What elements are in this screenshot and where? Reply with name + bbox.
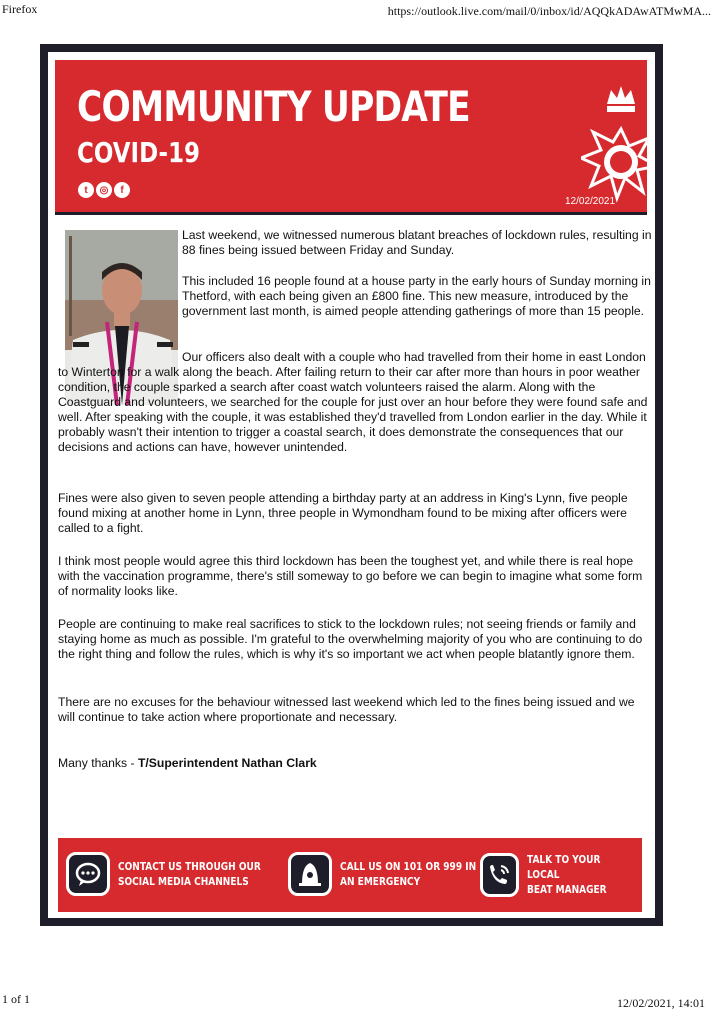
paragraph-7: There are no excuses for the behaviour witnessed last weekend which led to the fines being issued and we will continue to take action where proportionate and necessary.: [58, 695, 635, 724]
newsletter-subtitle: COVID-19: [77, 136, 201, 169]
signoff-text: Many thanks -: [58, 756, 135, 770]
twitter-icon[interactable]: t: [78, 182, 94, 198]
page-count: 1 of 1: [2, 992, 30, 1006]
contact-footer: [58, 838, 642, 912]
phone-icon: [480, 853, 519, 897]
newsletter-title: COMMUNITY UPDATE: [77, 82, 470, 131]
paragraph-5: I think most people would agree this third lockdown has been the toughest yet, and while there is real hope with the vaccination programme, there's still someway to go before we can begin to imagine what some form of normality looks like.: [58, 554, 643, 598]
page-url: https://outlook.live.com/mail/0/inbox/id/AQQkADAwATMwMA...: [387, 4, 711, 18]
chat-bubble-icon: [66, 852, 110, 896]
facebook-icon[interactable]: f: [114, 182, 130, 198]
newsletter-frame: [40, 44, 663, 926]
footer-beat-manager[interactable]: [480, 852, 642, 897]
footer-label-call: CALL US ON 101 OR 999 IN AN EMERGENCY: [340, 860, 477, 888]
signature-name: T/Superintendent Nathan Clark: [137, 756, 317, 770]
paragraph-3: Our officers also dealt with a couple who had travelled from their home in east London to Winterton for a walk along the beach. After failing return to their car after more than hours in poor weather condition, the couple sparked a search after coast watch volunteers raised the alarm. Along with the Coastguard and volunteers, we searched for the couple for just over an hour before they were found safe and well. After speaking with the couple, it was established they'd travelled from London earlier in the day. While it probably wasn't their intention to trigger a coastal search, it does demonstrate the consequences that our decisions and actions can have, however unintended.: [58, 350, 648, 454]
signature-line: [58, 756, 652, 771]
browser-app-name: Firefox: [2, 2, 38, 16]
header-banner: [55, 60, 647, 215]
police-helmet-icon: [288, 852, 332, 896]
instagram-icon[interactable]: ◎: [96, 182, 112, 198]
print-timestamp: 12/02/2021, 14:01: [616, 996, 705, 1010]
footer-label-social: CONTACT US THROUGH OUR SOCIAL MEDIA CHANNELS: [118, 860, 261, 888]
newsletter-date: 12/02/2021: [565, 196, 616, 207]
paragraph-6: People are continuing to make real sacrifices to stick to the lockdown rules; not seeing friends or family and staying home as much as possible. I'm grateful to the overwhelming majority of you who are continuing to do the right thing and follow the rules, which is why it's so important we act when people blatantly ignore them.: [58, 617, 643, 661]
footer-call[interactable]: [288, 852, 506, 896]
footer-social-contact[interactable]: [66, 852, 292, 896]
paragraph-1: Last weekend, we witnessed numerous blatant breaches of lockdown rules, resulting in 88 fines being issued between Friday and Sunday.: [182, 228, 652, 257]
paragraph-4: Fines were also given to seven people attending a birthday party at an address in King's Lynn, five people found mixing at another home in Lynn, three people in Wymondham found to be mixing after officers were called to a fight.: [58, 491, 628, 535]
constabulary-badge-icon: [581, 74, 647, 204]
social-icons: [78, 182, 130, 198]
paragraph-2: This included 16 people found at a house party in the early hours of Sunday morning in Thetford, with each being given an £800 fine. This new measure, introduced by the government last month, is aimed people attending gatherings of more than 15 people.: [182, 274, 651, 318]
newsletter-page: [48, 52, 655, 918]
footer-label-beat: TALK TO YOUR LOCAL BEAT MANAGER: [526, 853, 607, 896]
